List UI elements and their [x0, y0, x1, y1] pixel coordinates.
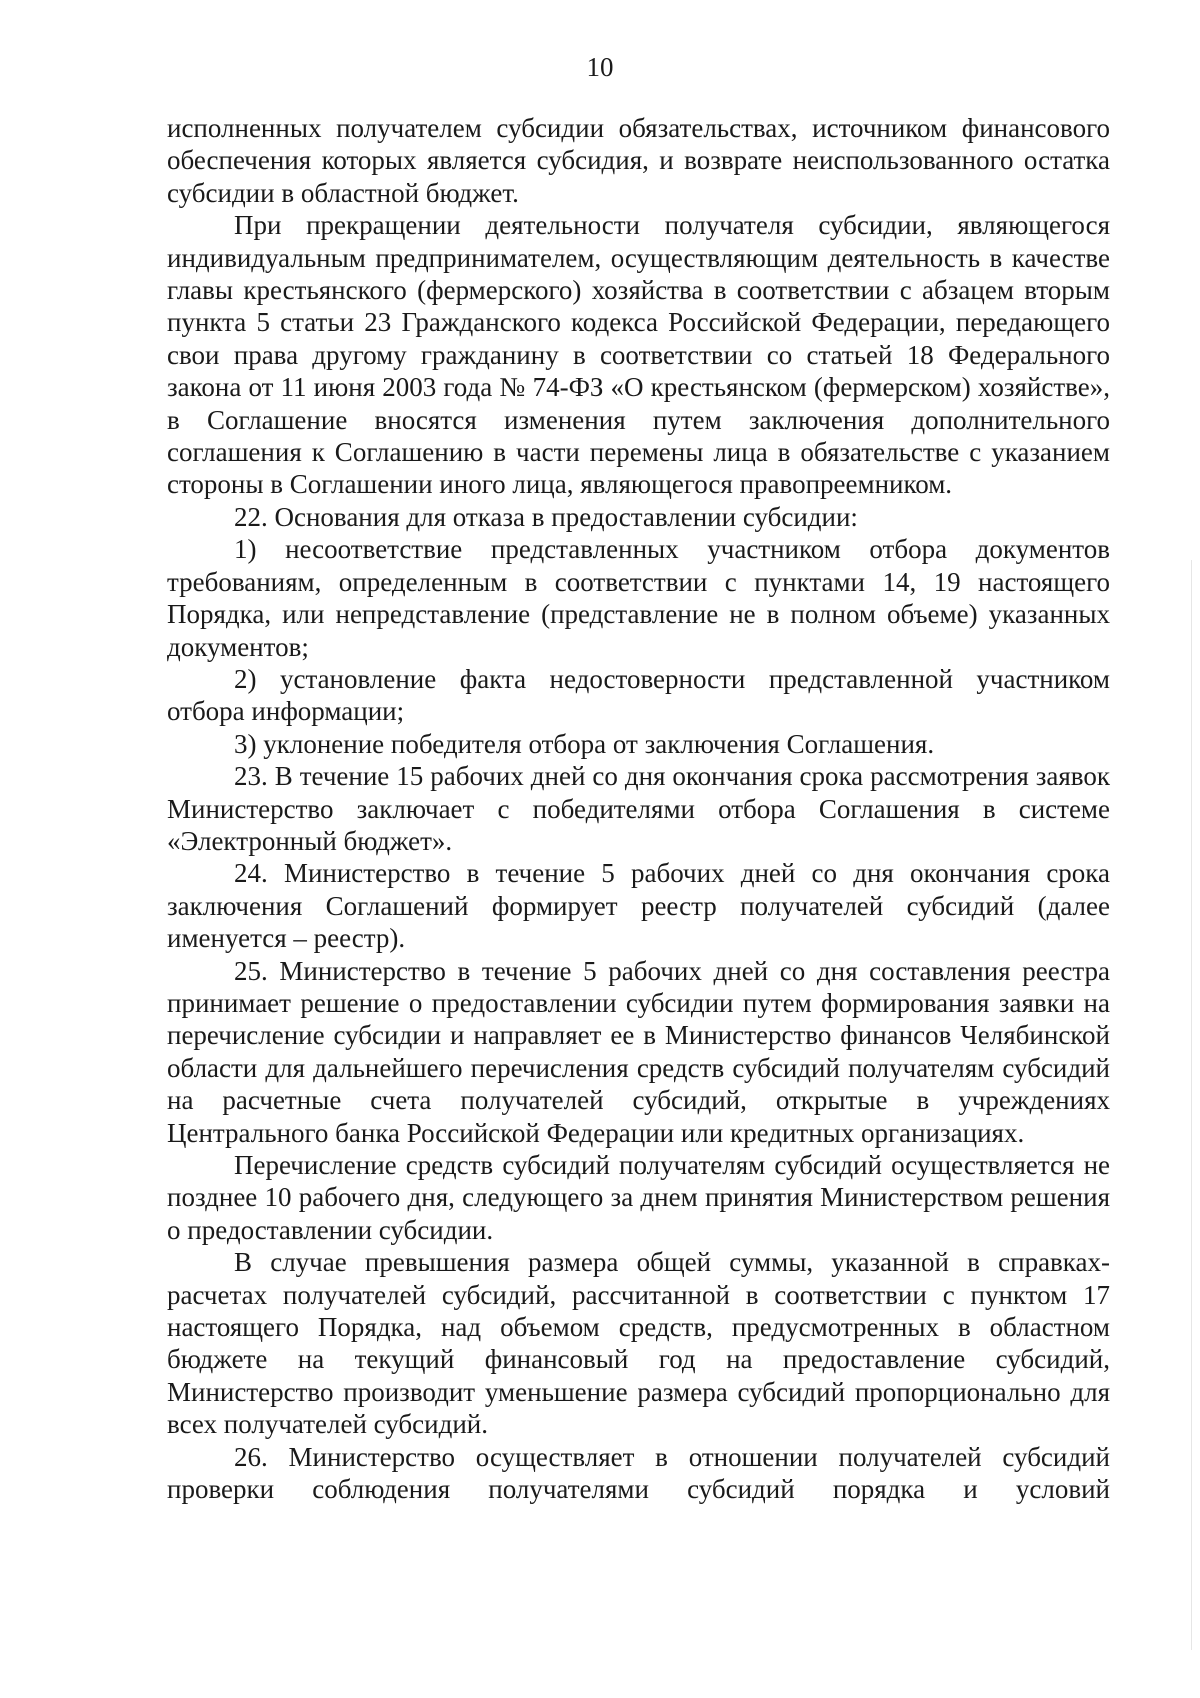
- paragraph-termination-of-activity: При прекращении деятельности получателя субсидии, являющегося индивидуальным предпринимателем, осуществляющим деятельность в качестве главы крестьянского (фермерского) хозяйства в соответствии с абзацем вторым пункта 5 статьи 23 Гражданского кодекса Российской Федерации, передающего свои права другому гражданину в соответствии со статьей 18 Федерального закона от 11 июня 2003 года № 74-ФЗ «О крестьянском (фермерском) хозяйстве», в Соглашение вносятся изменения путем заключения дополнительного соглашения к Соглашению в части перемены лица в обязательстве с указанием стороны в Соглашении иного лица, являющегося правопреемником.: [167, 210, 1110, 500]
- paragraph-transfer-deadline: Перечисление средств субсидий получателям субсидий осуществляется не позднее 10 рабочего дня, следующего за днем принятия Министерством решения о предоставлении субсидии.: [167, 1150, 1110, 1245]
- paragraph-item-22-3: 3) уклонение победителя отбора от заключения Соглашения.: [234, 728, 935, 759]
- scan-edge-line: [1191, 560, 1192, 1650]
- paragraph-item-22: 22. Основания для отказа в предоставлении субсидии:: [234, 501, 858, 532]
- paragraph-excess-amount: В случае превышения размера общей суммы, указанной в справках-расчетах получателей субсидий, рассчитанной в соответствии с пунктом 17 настоящего Порядка, над объемом средств, предусмотренных в областном бюджете на текущий финансовый год на предоставление субсидий, Министерство производит уменьшение размера субсидий пропорционально для всех получателей субсидий.: [167, 1247, 1110, 1440]
- page-number: 10: [586, 52, 614, 82]
- paragraph-item-23: 23. В течение 15 рабочих дней со дня окончания срока рассмотрения заявок Министерство заключает с победителями отбора Соглашения в системе «Электронный бюджет».: [167, 761, 1110, 856]
- paragraph-continuation: исполненных получателем субсидии обязательствах, источником финансового обеспечения которых является субсидия, и возврате неиспользованного остатка субсидии в областной бюджет.: [167, 113, 1110, 208]
- paragraph-item-22-1: 1) несоответствие представленных участником отбора документов требованиям, определенным в соответствии с пунктами 14, 19 настоящего Порядка, или непредставление (представление не в полном объеме) указанных документов;: [167, 534, 1110, 662]
- paragraph-item-22-2: 2) установление факта недостоверности представленной участником отбора информации;: [167, 663, 1110, 727]
- document-body: [167, 112, 1110, 1505]
- paragraph-item-24: 24. Министерство в течение 5 рабочих дней со дня окончания срока заключения Соглашений формирует реестр получателей субсидий (далее именуется – реестр).: [167, 858, 1110, 954]
- paragraph-item-25: 25. Министерство в течение 5 рабочих дней со дня составления реестра принимает решение о предоставлении субсидии путем формирования заявки на перечисление субсидии и направляет ее в Министерство финансов Челябинской области для дальнейшего перечисления средств субсидий получателям субсидий на расчетные счета получателей субсидий, открытые в учреждениях Центрального банка Российской Федерации или кредитных организациях.: [167, 955, 1110, 1148]
- paragraph-item-26: 26. Министерство осуществляет в отношении получателей субсидий проверки соблюдения получателями субсидий порядка и условий: [167, 1441, 1110, 1505]
